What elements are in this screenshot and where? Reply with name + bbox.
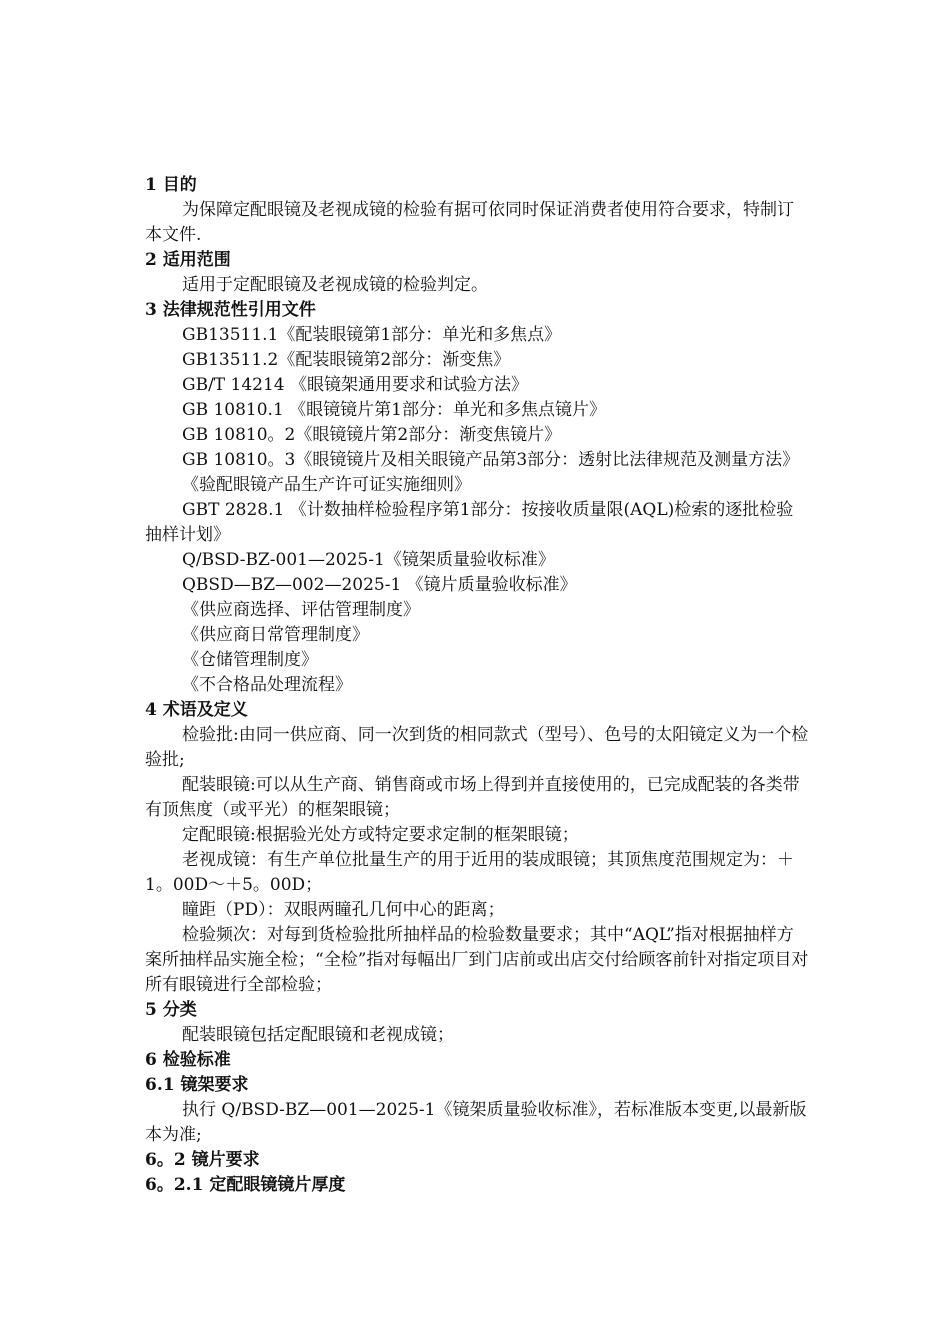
heading-terms: 4 术语及定义 [145,700,248,720]
term-item: 配装眼镜:可以从生产商、销售商或市场上得到并直接使用的，已完成配装的各类带有顶焦度（或平光）的框架眼镜； [145,775,800,820]
heading-inspection-standard: 6 检验标准 [145,1050,231,1070]
reference-item: QBSD—BZ—002—2025-1 《镜片质量验收标准》 [182,575,577,595]
classification-text: 配装眼镜包括定配眼镜和老视成镜； [182,1025,454,1045]
reference-item: GB13511.1《配装眼镜第1部分：单光和多焦点》 [182,325,562,345]
term-item: 定配眼镜:根据验光处方或特定要求定制的框架眼镜； [182,825,579,845]
heading-frame-requirements: 6.1 镜架要求 [145,1075,249,1095]
reference-item: GB/T 14214 《眼镜架通用要求和试验方法》 [182,375,529,395]
heading-references: 3 法律规范性引用文件 [145,300,316,320]
heading-purpose: 1 目的 [145,175,197,195]
reference-item: GB 10810。3《眼镜镜片及相关眼镜产品第3部分：透射比法律规范及测量方法》 [182,450,800,470]
reference-item: 《供应商选择、评估管理制度》 [182,600,420,620]
term-item: 瞳距（PD）：双眼两瞳孔几何中心的距离； [182,900,505,920]
document-body [145,173,810,1198]
reference-item: GBT 2828.1 《计数抽样检验程序第1部分：按接收质量限(AQL)检索的逐批检验抽样计划》 [145,500,794,545]
reference-item: GB 10810。2《眼镜镜片第2部分：渐变焦镜片》 [182,425,562,445]
frame-requirements-text: 执行 Q/BSD-BZ—001—2025-1《镜架质量验收标准》，若标准版本变更,以最新版本为准; [145,1100,807,1145]
heading-scope: 2 适用范围 [145,250,231,270]
purpose-text: 为保障定配眼镜及老视成镜的检验有据可依同时保证消费者使用符合要求，特制订本文件. [145,200,794,245]
reference-item: 《验配眼镜产品生产许可证实施细则》 [182,475,471,495]
heading-classification: 5 分类 [145,1000,197,1020]
reference-item: 《供应商日常管理制度》 [182,625,369,645]
scope-text: 适用于定配眼镜及老视成镜的检验判定。 [182,275,488,295]
reference-item: GB13511.2《配装眼镜第2部分：渐变焦》 [182,350,511,370]
reference-item: 《仓储管理制度》 [182,650,318,670]
reference-item: Q/BSD-BZ-001—2025-1《镜架质量验收标准》 [182,550,555,570]
term-item: 检验批:由同一供应商、同一次到货的相同款式（型号）、色号的太阳镜定义为一个检验批; [145,725,809,770]
term-item: 老视成镜：有生产单位批量生产的用于近用的装成眼镜；其顶焦度范围规定为：＋1。00D～＋5。00D； [145,850,794,895]
heading-lens-requirements: 6。2 镜片要求 [145,1150,260,1170]
heading-lens-thickness: 6。2.1 定配眼镜镜片厚度 [145,1175,346,1195]
term-item: 检验频次：对每到货检验批所抽样品的检验数量要求；其中“AQL”指对根据抽样方案所抽样品实施全检；“全检”指对每幅出厂到门店前或出店交付给顾客前针对指定项目对所有眼镜进行全部检验； [145,925,809,995]
reference-item: GB 10810.1 《眼镜镜片第1部分：单光和多焦点镜片》 [182,400,606,420]
reference-item: 《不合格品处理流程》 [182,675,352,695]
